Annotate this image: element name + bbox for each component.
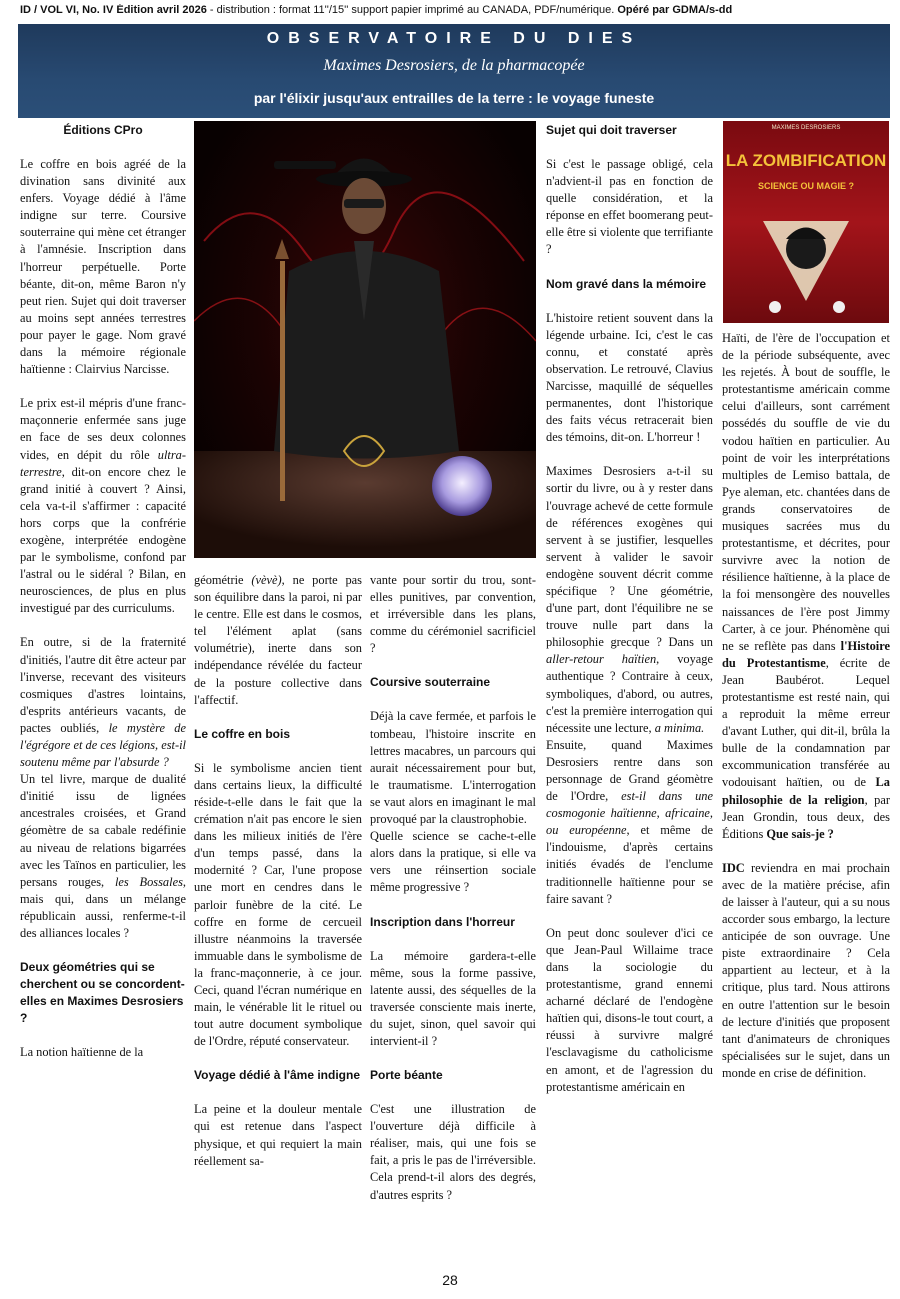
book-cover-art — [723, 121, 889, 323]
paragraph: Si c'est le passage obligé, cela n'advient-il pas en fonction de quelle considération, et la réponse en effet boomerang peut-elle être si violente que terrifiante ? — [546, 157, 713, 257]
section-heading: Sujet qui doit traverser — [546, 123, 677, 137]
paragraph: Le coffre en bois agréé de la divination sans divinité aux enfers. Voyage dédié à l'âme indigne sur terre. Coursive souterraine qui mène cet étranger à l'amnésie. Inscription dans l'horreur perpétuelle. Porte béante, dit-on, même Baron n'y peut rien. Sujet qui doit traverser au moins sept années terrestres pour payer le gage. Nom gravé dans la mémoire régionale haïtienne : Clairvius Narcisse. — [20, 157, 186, 377]
issue-line — [20, 4, 890, 20]
paragraph: Ensuite, quand Maximes Desrosiers rentre dans son personnage de Grand géomètre de l'Ordre, est-il dans une cosmogonie haïtienne, africaine, ou européenne, et même de l'indouisme, d'après certains initiés évadés de l'enclume traditionnelle haïtienne pour se faire savant ? — [546, 737, 713, 906]
paragraph: La peine et la douleur mentale qui est retenue dans l'aspect physique, et qui requiert la main réellement sa- — [194, 1102, 362, 1168]
column-2 — [194, 572, 362, 1170]
book-cover — [723, 121, 889, 323]
paragraph: On peut donc soulever d'ici ce que Jean-Paul Willaime trace dans la sociologie du protestantisme, grand ennemi acharné déclaré de l'endogène haïtien qui, disons-le tout court, a réussi à survivre malgré l'esclavagisme du catholicisme en amont, et de l'agression du protestantisme américain en — [546, 925, 713, 1094]
section-heading: Nom gravé dans la mémoire — [546, 276, 707, 291]
article-subtitle: Maximes Desrosiers, de la pharmacopée — [323, 57, 585, 74]
section-heading: Inscription dans l'horreur — [370, 914, 515, 929]
book-subtitle: SCIENCE OU MAGIE ? — [757, 181, 854, 191]
book-title: LA ZOMBIFICATION — [725, 151, 887, 170]
section-heading: Éditions CPro — [63, 123, 143, 137]
paragraph: Haïti, de l'ère de l'occupation et de la période subséquente, avec les rejetés. À bout de souffle, le protestantisme américain comme celui d'ailleurs, sont carrément possédés du souffle de vie du vodou haïtien en particulier. Au point de voir les interprétations multiples de Lemiso battala, de Pye aleman, etc. chantées dans de grands conservatoires de musiques sacrées mus du protestantisme, et décrites, pour survivre avec la notion de résilience haïtienne, à la place de la foi mensongère des nouvelles naissances de l'ère post Jimmy Carter, à ce jour. Phénomène qui ne se reflète pas dans l'Histoire du Protestantisme, écrite de Jean Baubérot. Lequel protestantisme est resté nain, qui a reproduit la même erreur d'avant Luther, qui dit-il, brûla la bulle de la condamnation par excommunication transférée au vodouisant haïtien, ou de La philosophie de la religion, par Jean Grondin, tous deux, des Éditions Que sais-je ? — [722, 331, 891, 841]
issue-label: ID / VOL VI, No. IV Édition avril 2026 — [20, 4, 207, 16]
paragraph: Déjà la cave fermée, et parfois le tombeau, l'histoire inscrite en lettres macabres, un parcours qui aurait nécessairement pour but, le traumatisme. L'interrogation se vaut alors en imaginant le mal provoqué par la claustrophobie. — [370, 709, 536, 827]
paragraph: En outre, si de la fraternité d'initiés, l'autre dit être acteur par l'inverse, recevant des visiteurs cosmiques d'astres lointains, d'esprits antérieurs vacants, de pactes oubliés, le mystère de l'égrégore et de ces légions, est-il soutenu même par l'absurde ? — [20, 635, 187, 770]
column-5 — [722, 330, 890, 1082]
paragraph: La mémoire gardera-t-elle même, sous la forme passive, latente aussi, des séquelles de la traversée consciente mais inerte, du sujet, sinon, quel savoir qui intervient-il ? — [370, 948, 536, 1048]
column-4 — [546, 122, 713, 1096]
paragraph: C'est une illustration de l'ouverture déjà difficile à réaliser, mais, qui une fois se fait, a pris le pas de l'irréversible. Cela prend-t-il alors des degrés, d'autres esprits ? — [370, 1102, 536, 1202]
paragraph: Quelle science se cache-t-elle alors dans la pratique, si elle va vers une réinsertion sociale même progressive ? — [370, 829, 536, 895]
paragraph: Maximes Desrosiers a-t-il su sortir du livre, ou à y rester dans l'ouvrage achevé de cette formule de références exogènes qui servent à se justifier, lesquelles servent à valider le savoir endogène souvent décrit comme spécifique ? Une géométrie, d'une part, dont l'équilibre ne se trouve nulle part dans la philosophie grecque ? Dans un aller-retour haïtien, voyage authentique ? Contraire à ceux, symboliques, d'abord, ou autres, c'est la première interrogation qui nécessite une lecture, a minima. — [546, 464, 713, 735]
section-heading: Coursive souterraine — [370, 675, 491, 690]
operator-label: Opéré par GDMA/s-dd — [617, 4, 733, 16]
publication-title: OBSERVATOIRE DU DIES — [266, 30, 642, 47]
book-author: MAXIMES DESROSIERS — [771, 125, 841, 131]
paragraph: L'histoire retient souvent dans la légende urbaine. Ici, c'est le cas connu, et constaté après observation. Le retrouvé, Clavius Narcisse, maquillé de séquelles permanentes, dont l'historique des faits vécus retracerait bien des témoins, dit-on. L'horreur ! — [546, 310, 713, 445]
paragraph: La notion haïtienne de la — [20, 1045, 144, 1060]
paragraph: géométrie (vèvè), ne porte pas son équilibre dans la paroi, ni par le centre. Elle est dans le cosmos, tel l'élément aplat (sans volumétrie), inerte dans son indépendance révélée du facteur de la posture collective dans l'affectif. — [194, 573, 363, 707]
paragraph: Si le symbolisme ancien tient dans certains lieux, la difficulté réside-t-elle dans le fait que la crémation n'ait pas encore le sien dans les milieux initiés de l'ère d'un temps passé, dans la modernité ? Car, l'une propose une mort en cendres dans le parloir funèbre de la cité. Le coffre en forme de cercueil illustre néanmoins la traversée immuable dans le symbolisme de la franc-maçonnerie, à ce jour. Ceci, quand l'écran numérique en main, le vénérable lit le rituel ou tout autre document symbolique de l'Ordre, réputé conservateur. — [194, 760, 362, 1049]
paragraph: IDC reviendra en mai prochain avec de la matière précise, afin de laisser à l'auteur, qui a su nous accorder sous embargo, la lecture anticipée de son ouvrage. Une piste extraordinaire ? Cela appartient au lecteur, et à la critique, plus tard. Nous attirons en outre l'attention sur le besoin de lecture d'initiés que proposent tant d'animateurs de chroniques spécialisées sur le sujet, dans un monde en crise de définition. — [722, 860, 890, 1080]
author-photo — [194, 121, 536, 558]
paragraph: Un tel livre, marque de dualité d'initié issu de lignées ancestrales croisées, et Grand géomètre de sa cabale redéfinie au niveau de relations bigarrées avec les Taïnos en particulier, les persans rouges, les Bossales, mais qui, dans un mélange républicain aussi, renferme-t-il des alliances locales ? — [20, 772, 186, 941]
column-1 — [20, 122, 186, 1061]
page-number: 28 — [442, 1272, 458, 1288]
section-heading: Voyage dédié à l'âme indigne — [194, 1068, 361, 1083]
section-heading: Porte béante — [370, 1068, 443, 1083]
column-3 — [370, 572, 536, 1204]
section-heading: Deux géométries qui se cherchent ou se concordent-elles en Maximes Desrosiers ? — [20, 960, 185, 1026]
article-tagline: par l'élixir jusqu'aux entrailles de la terre : le voyage funeste — [253, 90, 655, 106]
section-heading: Le coffre en bois — [194, 726, 291, 741]
paragraph: vante pour sortir du trou, sont-elles punitives, par convention, et irréversible dans les plans, comme du cérémoniel sacrificiel ? — [370, 573, 536, 656]
paragraph: Le prix est-il mépris d'une franc-maçonnerie enfermée sans juge en face de ses deux colonnes vides, en dépit du rôle ultra-terrestre, dit-on encore chez le grand initié à couvert ? Ainsi, cela va-t-il s'affirmer : capacité hors corps que la confrérie exogène, interprétée endogène par le symbolisme, confond par l'astral ou le sidéral ? Bilan, en neurosciences, de plus en plus investigué par des curriculums. — [20, 396, 186, 616]
distribution-note: - distribution : format 11''/15'' support papier imprimé au CANADA, PDF/numérique. — [206, 4, 618, 16]
header-banner — [18, 24, 890, 118]
